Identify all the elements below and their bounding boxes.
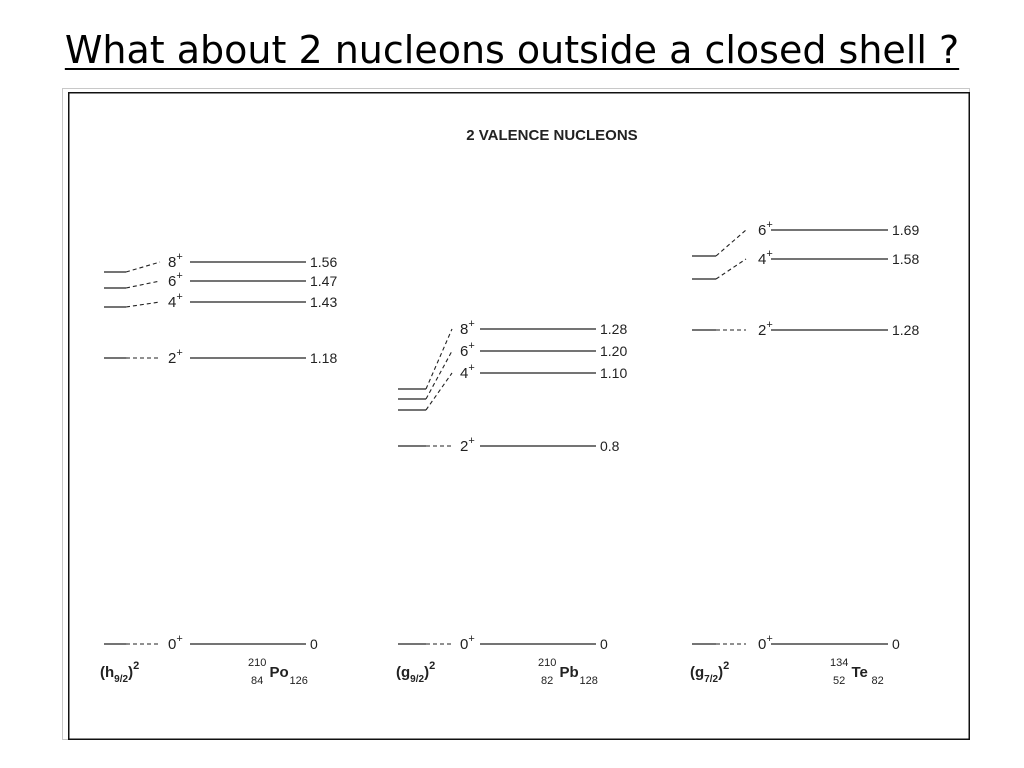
nucleus-symbol: Po <box>269 664 289 681</box>
spin-parity-label: 8+ <box>460 318 475 338</box>
spin-parity-label: 4+ <box>460 362 475 382</box>
energy-label: 1.58 <box>892 251 920 267</box>
atomic-number: 82 <box>541 675 554 687</box>
energy-label: 0.8 <box>600 438 620 454</box>
spin-parity-label: 0+ <box>758 633 773 653</box>
mass-number: 134 <box>830 657 849 669</box>
spin-parity-label: 8+ <box>168 251 183 271</box>
spin-parity-label: 6+ <box>758 219 773 239</box>
energy-label: 1.20 <box>600 343 628 359</box>
spin-parity-label: 6+ <box>168 270 183 290</box>
slide-title: What about 2 nucleons outside a closed shell ? <box>64 28 960 72</box>
configuration-label: $(h_{9/2})^2$ <box>100 660 140 685</box>
energy-label: 0 <box>310 636 318 652</box>
energy-label: 1.47 <box>310 273 338 289</box>
spin-parity-label: 2+ <box>168 347 183 367</box>
mass-number: 210 <box>248 657 267 669</box>
energy-label: 1.18 <box>310 350 338 366</box>
energy-label: 1.56 <box>310 254 338 270</box>
spin-parity-label: 6+ <box>460 340 475 360</box>
energy-label: 1.69 <box>892 222 920 238</box>
atomic-number: 52 <box>833 675 846 687</box>
spin-parity-label: 4+ <box>168 291 183 311</box>
energy-label: 0 <box>600 636 608 652</box>
nucleus-symbol: Pb <box>559 664 579 681</box>
configuration-label: $(g_{9/2})^2$ <box>396 660 436 685</box>
figure-heading: 2 VALENCE NUCLEONS <box>466 127 638 144</box>
energy-label: 0 <box>892 636 900 652</box>
spin-parity-label: 0+ <box>460 633 475 653</box>
configuration-label: $(g_{7/2})^2$ <box>690 660 730 685</box>
spin-parity-label: 2+ <box>460 435 475 455</box>
energy-label: 1.28 <box>892 322 920 338</box>
neutron-number: 126 <box>289 675 308 687</box>
figure-border <box>68 92 970 740</box>
atomic-number: 84 <box>251 675 264 687</box>
spin-parity-label: 0+ <box>168 633 183 653</box>
mass-number: 210 <box>538 657 557 669</box>
energy-label: 1.43 <box>310 294 338 310</box>
energy-label: 1.28 <box>600 321 628 337</box>
spin-parity-label: 4+ <box>758 248 773 268</box>
nucleus-symbol: Te <box>851 664 868 681</box>
spin-parity-label: 2+ <box>758 319 773 339</box>
neutron-number: 128 <box>579 675 598 687</box>
neutron-number: 82 <box>871 675 884 687</box>
energy-label: 1.10 <box>600 365 628 381</box>
level-scheme-figure <box>68 92 970 740</box>
